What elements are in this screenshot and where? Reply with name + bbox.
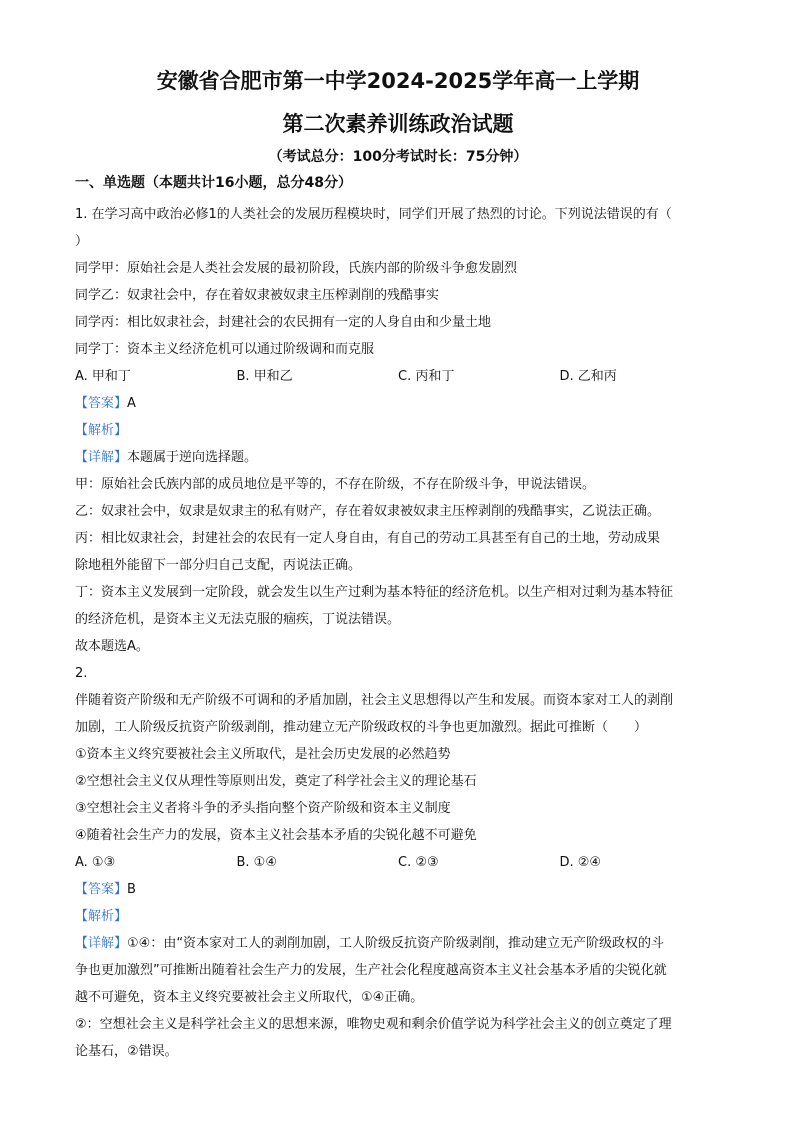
answer-tag: 【答案】 — [75, 882, 128, 897]
answer-value: A — [127, 396, 136, 411]
detail-tag: 【详解】 — [75, 450, 128, 465]
q1-detail-line: 丙：相比奴隶社会，封建社会的农民有一定人身自由，有自己的劳动工具甚至有自己的土地，劳动成果 — [75, 531, 661, 546]
q2-statement: ④随着社会生产力的发展，资本主义社会基本矛盾的尖锐化越不可避免 — [75, 828, 477, 843]
q1-detail-line: 除地租外能留下一部分归自己支配，丙说法正确。 — [75, 558, 362, 573]
q1-statement: 同学甲：原始社会是人类社会发展的最初阶段，氏族内部的阶级斗争愈发剧烈 — [75, 261, 518, 276]
q1-detail-line: 乙：奴隶社会中，奴隶是奴隶主的私有财产，存在着奴隶被奴隶主压榨剥削的残酷事实，乙说法正确。 — [75, 504, 661, 519]
q2-stem-line1: 伴随着资产阶级和无产阶级不可调和的矛盾加剧，社会主义思想得以产生和发展。而资本家对工人的剥削 — [75, 693, 674, 708]
q2-option-d: D. ②④ — [559, 855, 602, 870]
q2-statement: ①资本主义终究要被社会主义所取代，是社会历史发展的必然趋势 — [75, 747, 451, 762]
q2-answer — [75, 876, 721, 903]
q1-options — [75, 363, 721, 390]
q1-statement: 同学乙：奴隶社会中，存在着奴隶被奴隶主压榨剥削的残酷事实 — [75, 288, 440, 303]
document-title-line2: 第二次素养训练政治试题 — [282, 112, 514, 136]
analysis-tag: 【解析】 — [75, 423, 128, 438]
q2-analysis — [75, 903, 721, 930]
q2-stem-line2: 加剧，工人阶级反抗资产阶级剥削，推动建立无产阶级政权的斗争也更加激烈。据此可推断（ ） — [75, 720, 648, 735]
q1-detail-line: 的经济危机，是资本主义无法克服的痼疾，丁说法错误。 — [75, 612, 401, 627]
q1-option-c: C. 丙和丁 — [398, 369, 455, 384]
q2-detail-line: 论基石，②错误。 — [75, 1044, 178, 1059]
exam-info: （考试总分：100分考试时长：75分钟） — [268, 149, 528, 165]
answer-tag: 【答案】 — [75, 396, 128, 411]
section-heading: 一、单选题（本题共计16小题，总分48分） — [75, 175, 352, 191]
q2-option-c: C. ②③ — [398, 855, 439, 870]
question-1 — [75, 201, 721, 660]
q2-option-b: B. ①④ — [236, 855, 277, 870]
q1-statement: 同学丁：资本主义经济危机可以通过阶级调和而克服 — [75, 342, 375, 357]
q1-statement: 同学丙：相比奴隶社会，封建社会的农民拥有一定的人身自由和少量土地 — [75, 315, 492, 330]
detail-tag: 【详解】 — [75, 936, 128, 951]
q1-stem-line1: 1. 在学习高中政治必修1的人类社会的发展历程模块时，同学们开展了热烈的讨论。下列说法错误的有（ — [75, 207, 672, 222]
q2-statement: ②空想社会主义仅从理性等原则出发，奠定了科学社会主义的理论基石 — [75, 774, 477, 789]
question-2 — [75, 660, 721, 1065]
q2-detail-line: ②：空想社会主义是科学社会主义的思想来源，唯物史观和剩余价值学说为科学社会主义的创立奠定了理 — [75, 1017, 672, 1032]
q1-option-d: D. 乙和丙 — [559, 369, 617, 384]
q2-detail-line: 越不可避免，资本主义终究要被社会主义所取代，①④正确。 — [75, 990, 424, 1005]
q2-option-a: A. ①③ — [75, 855, 116, 870]
q2-options — [75, 849, 721, 876]
analysis-tag: 【解析】 — [75, 909, 128, 924]
answer-value: B — [127, 882, 136, 897]
q1-answer — [75, 390, 721, 417]
q1-analysis — [75, 417, 721, 444]
q1-option-b: B. 甲和乙 — [236, 369, 293, 384]
q1-detail-line: 丁：资本主义发展到一定阶段，就会发生以生产过剩为基本特征的经济危机。以生产相对过剩为基本特征 — [75, 585, 674, 600]
q2-number: 2. — [75, 666, 88, 681]
q1-option-a: A. 甲和丁 — [75, 369, 131, 384]
q1-stem-line2: ） — [75, 234, 89, 249]
q1-detail-line — [75, 444, 721, 471]
q2-detail-line: 争也更加激烈”可推断出随着社会生产力的发展，生产社会化程度越高资本主义社会基本矛盾的尖锐化就 — [75, 963, 667, 978]
q1-detail-line: 故本题选A。 — [75, 639, 149, 654]
detail-text: 本题属于逆向选择题。 — [127, 450, 258, 465]
q1-detail-line: 甲：原始社会氏族内部的成员地位是平等的，不存在阶级，不存在阶级斗争，甲说法错误。 — [75, 477, 596, 492]
q2-detail-line — [75, 930, 721, 957]
q2-statement: ③空想社会主义者将斗争的矛头指向整个资产阶级和资本主义制度 — [75, 801, 451, 816]
detail-text: ①④：由“资本家对工人的剥削加剧，工人阶级反抗资产阶级剥削，推动建立无产阶级政权的斗 — [127, 936, 665, 951]
document-title-line1: 安徽省合肥市第一中学2024-2025学年高一上学期 — [156, 69, 640, 93]
